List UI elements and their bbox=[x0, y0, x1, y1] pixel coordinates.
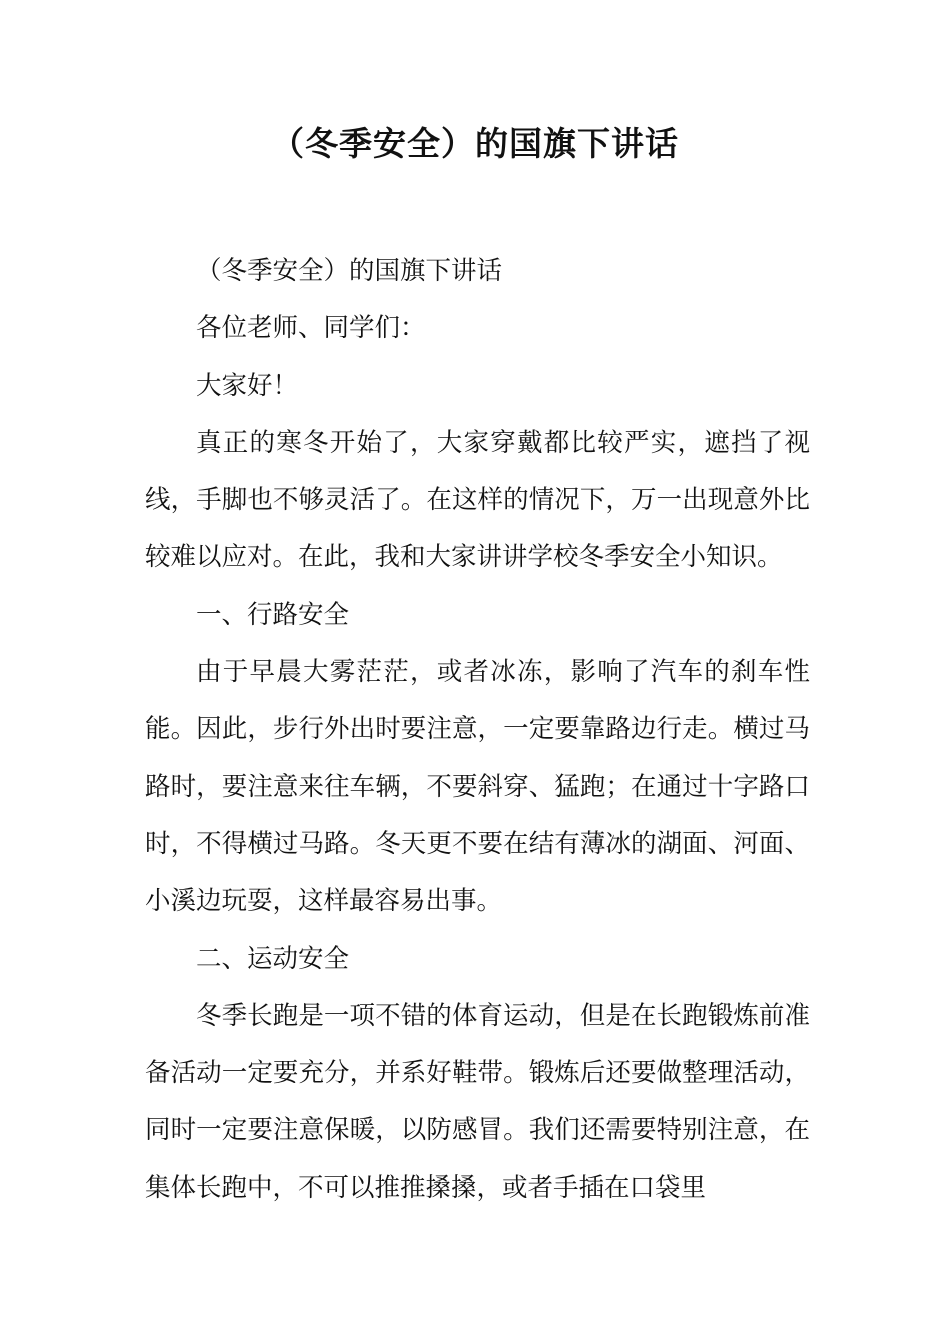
section-heading-road-safety: 一、行路安全 bbox=[196, 599, 350, 630]
paragraph-intro: 真正的寒冬开始了，大家穿戴都比较严实，遮挡了视线，手脚也不够灵活了。在这样的情况下，万一出现意外比较难以应对。在此，我和大家讲讲学校冬季安全小知识。 bbox=[145, 427, 810, 573]
paragraph-subtitle: （冬季安全）的国旗下讲话 bbox=[196, 256, 503, 286]
paragraph-greeting: 大家好！ bbox=[196, 370, 299, 401]
paragraph-salutation: 各位老师、同学们： bbox=[196, 313, 426, 344]
paragraph-road-safety: 由于早晨大雾茫茫，或者冰冻，影响了汽车的刹车性能。因此，步行外出时要注意，一定要靠路边行走。横过马路时，要注意来往车辆，不要斜穿、猛跑；在通过十字路口时，不得横过马路。冬天更不要在结有薄冰的湖面、河面、小溪边玩耍，这样最容易出事。 bbox=[145, 657, 810, 917]
section-heading-sports-safety: 二、运动安全 bbox=[196, 943, 350, 974]
document-body bbox=[145, 243, 810, 1217]
paragraph-sports-safety: 冬季长跑是一项不错的体育运动，但是在长跑锻炼前准备活动一定要充分，并系好鞋带。锻炼后还要做整理活动，同时一定要注意保暖，以防感冒。我们还需要特别注意，在集体长跑中，不可以推推搡搡，或者手插在口袋里 bbox=[145, 1000, 810, 1203]
document-title: （冬季安全）的国旗下讲话 bbox=[271, 124, 679, 163]
